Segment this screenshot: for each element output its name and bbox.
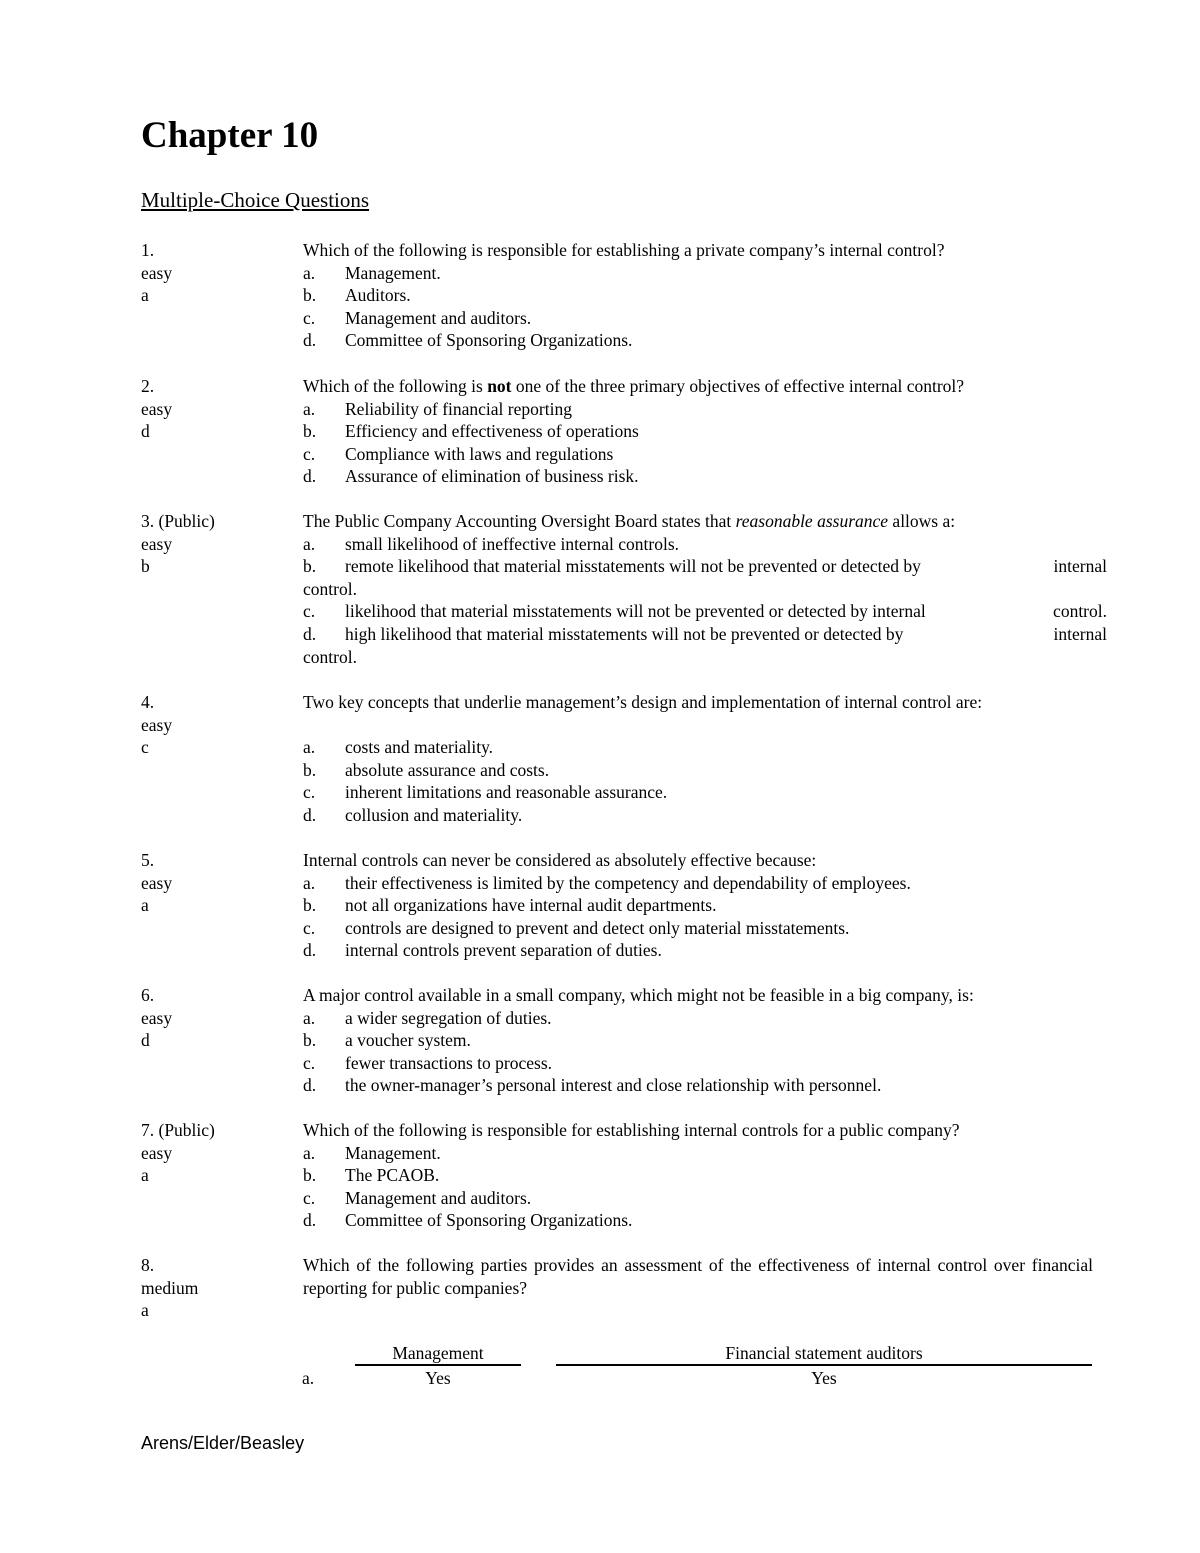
option-letter: a. [303,398,316,419]
question-meta [141,510,301,578]
option-text: small likelihood of ineffective internal controls. [345,533,680,554]
question-difficulty: easy [141,398,173,419]
emphasis-not: not [487,376,512,396]
option-text: Reliability of financial reporting [345,398,572,419]
option-text: a wider segregation of duties. [345,1007,552,1028]
question-stem: Which of the following is not one of the three primary objectives of effective internal control? [303,376,965,396]
question-number: 3. (Public) [141,511,215,531]
question-answer: a [141,895,149,916]
option-letter: b. [303,421,317,442]
option-a [303,1142,1093,1165]
option-a [303,533,1093,556]
option-b [303,1164,1093,1187]
option-letter: d. [303,330,317,351]
option-letter: a. [303,262,316,283]
question-difficulty: easy [141,533,173,554]
option-letter: a. [303,1007,316,1028]
option-letter: b. [303,285,317,306]
option-a [303,872,1093,895]
option-letter: b. [303,556,317,577]
option-text: likelihood that material misstatements will not be prevented or detected by internal [345,601,926,622]
option-b [303,1029,1093,1052]
option-text: Management. [345,1142,441,1163]
option-d [303,939,1093,962]
table-cell-management: Yes [425,1368,451,1388]
table-cell-auditors: Yes [811,1368,837,1388]
option-text: Efficiency and effectiveness of operations [345,421,639,442]
option-letter: c. [303,917,316,938]
question-answer: b [141,556,150,577]
question-number: 8. [141,1255,155,1275]
option-text: absolute assurance and costs. [345,759,550,780]
question-stem: The Public Company Accounting Oversight Board states that reasonable assurance allows a: [303,511,956,531]
option-c [303,600,1107,623]
option-letter: d. [303,804,317,825]
option-letter: c. [303,1187,316,1208]
option-text: Compliance with laws and regulations [345,443,614,464]
question-difficulty: easy [141,262,173,283]
option-c [303,917,1093,940]
option-letter: d. [303,466,317,487]
option-letter: c. [303,307,316,328]
option-letter: d. [303,623,317,644]
option-c [303,1052,1093,1075]
option-text-continuation: control. [303,578,357,599]
table-header-auditors: Financial statement auditors [556,1342,1092,1366]
question-meta [141,239,301,307]
question-difficulty: easy [141,714,173,735]
option-b-continuation [303,578,1093,601]
question-number: 7. (Public) [141,1120,215,1140]
option-text: Committee of Sponsoring Organizations. [345,1210,633,1231]
question-difficulty: easy [141,872,173,893]
option-text: inherent limitations and reasonable assurance. [345,782,668,803]
option-text: Management and auditors. [345,307,532,328]
emphasis-reasonable-assurance: reasonable assurance [735,511,889,531]
question-answer: d [141,1030,150,1051]
option-letter: d. [303,1210,317,1231]
question-answer: c [141,737,149,758]
option-b [303,894,1093,917]
option-text: the owner-manager’s personal interest and close relationship with personnel. [345,1075,882,1096]
option-d [303,1209,1093,1232]
option-d [303,329,1093,352]
option-letter: c. [303,782,316,803]
option-letter: a. [303,872,316,893]
page-footer: Arens/Elder/Beasley [141,1433,305,1453]
option-text: not all organizations have internal audit departments. [345,895,717,916]
option-b [303,555,1107,578]
option-text-continuation: control. [303,646,357,667]
option-text: their effectiveness is limited by the competency and dependability of employees. [345,872,911,893]
question-number: 2. [141,376,155,396]
question-difficulty: easy [141,1007,173,1028]
option-a [303,1007,1093,1030]
option-text: Auditors. [345,285,411,306]
option-letter: b. [303,1165,317,1186]
option-letter: c. [303,1052,316,1073]
option-c [303,443,1093,466]
option-a [303,262,1093,285]
option-d [303,1074,1093,1097]
option-d-continuation [303,646,1093,669]
option-text: internal controls prevent separation of duties. [345,940,662,961]
option-letter: b. [303,759,317,780]
option-d [303,804,1093,827]
question-meta [141,984,301,1052]
option-a [303,736,1093,759]
option-letter: c. [303,443,316,464]
question-difficulty: easy [141,1142,173,1163]
question-number: 4. [141,692,155,712]
option-b [303,284,1093,307]
option-d [303,465,1093,488]
option-letter: c. [303,601,316,622]
chapter-title: Chapter 10 [141,115,319,156]
option-text: Committee of Sponsoring Organizations. [345,330,633,351]
option-text: Assurance of elimination of business risk. [345,466,639,487]
option-text: fewer transactions to process. [345,1052,553,1073]
option-text: controls are designed to prevent and detect only material misstatements. [345,917,850,938]
option-text: Management and auditors. [345,1187,532,1208]
question-stem: Two key concepts that underlie management’s design and implementation of internal control are: [303,692,983,712]
option-text: high likelihood that material misstatements will not be prevented or detected by [345,623,904,644]
option-letter: a. [303,533,316,554]
option-letter: a. [303,1142,316,1163]
option-text: collusion and materiality. [345,804,523,825]
option-a [303,398,1093,421]
question-stem: Which of the following is responsible for establishing a private company’s internal control? [303,240,945,260]
question-stem: Which of the following is responsible for establishing internal controls for a public company? [303,1120,960,1140]
question-meta [141,1254,301,1322]
question-answer: d [141,421,150,442]
option-c [303,781,1093,804]
question-meta [141,691,301,759]
question-answer: a [141,1165,149,1186]
option-b [303,759,1093,782]
option-text: The PCAOB. [345,1165,440,1186]
option-text-tail: internal [1053,556,1107,577]
option-text-tail: control. [1053,601,1107,622]
option-letter: d. [303,940,317,961]
option-text: Management. [345,262,441,283]
option-text: remote likelihood that material misstatements will not be prevented or detected by [345,556,921,577]
option-letter: b. [303,895,317,916]
section-heading: Multiple-Choice Questions [141,188,370,212]
question-answer: a [141,1300,149,1321]
option-letter: b. [303,1030,317,1051]
question-difficulty: medium [141,1277,199,1298]
question-number: 6. [141,985,155,1005]
question-number: 1. [141,240,155,260]
option-letter: a. [303,737,316,758]
option-c [303,307,1093,330]
question-number: 5. [141,850,155,870]
question-answer: a [141,285,149,306]
question-meta [141,1119,301,1187]
question-stem: Which of the following parties provides an assessment of the effectiveness of internal control over financial reporting for public companies? [303,1255,1093,1298]
question-stem: Internal controls can never be considered as absolutely effective because: [303,850,817,870]
option-letter: d. [303,1075,317,1096]
table-header-management: Management [355,1342,521,1366]
question-stem: A major control available in a small company, which might not be feasible in a big company, is: [303,985,974,1005]
option-d [303,623,1107,646]
table-row-letter: a. [302,1368,315,1388]
option-text: a voucher system. [345,1030,471,1051]
option-c [303,1187,1093,1210]
option-b [303,420,1093,443]
question-meta [141,375,301,443]
option-text: costs and materiality. [345,737,494,758]
question-meta [141,849,301,917]
option-text-tail: internal [1053,623,1107,644]
